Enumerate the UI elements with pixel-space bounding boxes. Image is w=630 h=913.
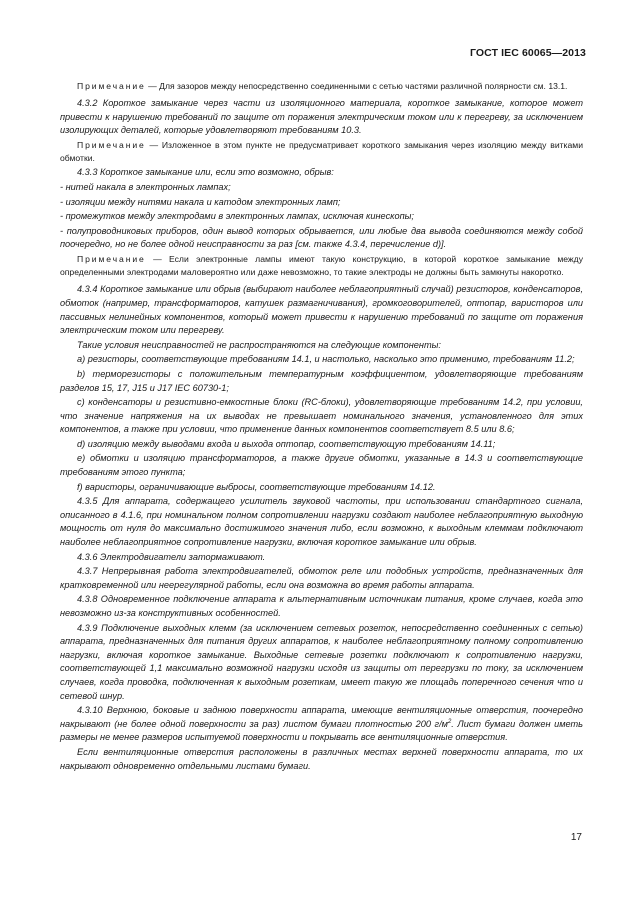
standard-header: ГОСТ IEC 60065—2013 bbox=[469, 47, 586, 59]
note-paragraph bbox=[60, 253, 583, 279]
list-item: f) варисторы, ограничивающие выбросы, соответствующие требованиям 14.12. bbox=[77, 481, 436, 492]
clause-4-3-7: 4.3.7 Непрерывная работа электродвигателей, обмоток реле или подобных устройств, предназначенных для кратковременной или неерегулярной работы, если она возможна во время работы аппарата. bbox=[60, 566, 583, 590]
document-body bbox=[60, 80, 583, 774]
clause-4-3-6: 4.3.6 Электродвигатели затормаживают. bbox=[77, 551, 266, 562]
note-text: — Если электронные лампы имеют такую конструкцию, в которой короткое замыкание между определенными электродами маловероятно или даже невозможно, то такие электроды не должны быть замкнуты накоротко. bbox=[60, 253, 583, 278]
clause-text: 4.3.10 Верхнюю, боковые и заднюю поверхности аппарата, имеющие вентиляционные отверстия, поочередно накрывают (не более одной поверхности за раз) листом бумаги плотностью 200 г/м bbox=[60, 705, 583, 729]
superscript: 2 bbox=[447, 718, 452, 725]
note-paragraph bbox=[60, 80, 583, 93]
list-item: - промежутков между электродами в электронных лампах, исключая кинескопы; bbox=[60, 211, 414, 222]
list-item: a) резисторы, соответствующие требованиям 14.1, и настолько, насколько это применимо, требованиям 11.2; bbox=[77, 354, 575, 365]
clause-4-3-4-intro: Такие условия неисправностей не распространяются на следующие компоненты: bbox=[77, 339, 441, 350]
clause-4-3-2: 4.3.2 Короткое замыкание через части из изоляционного материала, короткое замыкание, которое может привести к нарушению требований по защите от поражения электрическим током или к перегреву, за исключением изолирующих деталей, которые удовлетворяют требованиям 10.3. bbox=[60, 98, 583, 136]
note-text: — Изложенное в этом пункте не предусматривает короткого замыкания через изоляцию между витками обмотки. bbox=[60, 139, 583, 164]
note-label: Примечание bbox=[77, 81, 146, 91]
list-item: - изоляции между нитями накала и катодом электронных ламп; bbox=[60, 196, 341, 207]
note-label: Примечание bbox=[77, 253, 146, 264]
note-paragraph bbox=[60, 139, 583, 165]
clause-4-3-8: 4.3.8 Одновременное подключение аппарата к альтернативным источникам питания, кроме случаев, когда это невозможно из-за конструктивных особенностей. bbox=[60, 594, 583, 619]
list-item: d) изоляцию между выводами входа и выхода оптопар, соответствующую требованиям 14.11; bbox=[77, 438, 496, 449]
list-item: b) терморезисторы с положительным температурным коэффициентом, удовлетворяющие требованиям разделов 15, 17, J15 и J17 IEC 60730-1; bbox=[60, 368, 583, 393]
clause-4-3-5: 4.3.5 Для аппарата, содержащего усилитель звуковой частоты, при использовании стандартного сигнала, описанного в 4.1.6, при номинальном полном сопротивлении нагрузки создают наиболее неблагоприятную выходную мощность от нуля до максимально достижимого значения либо, если возможно, к выходным клеммам подключают наиболее неблагоприятное сопротивление нагрузки, включая короткое замыкание или обрыв. bbox=[60, 496, 583, 548]
clause-4-3-4: 4.3.4 Короткое замыкание или обрыв (выбирают наиболее неблагоприятный случай) резисторов, конденсаторов, обмоток (например, трансформаторов, катушек размагничивания), громкоговорителей, оптопар, варисторов или пассивных нелинейных компонентов, который может привести к нарушению требований по защите от поражения электрическим током или перегреву. bbox=[60, 284, 583, 336]
page-number: 17 bbox=[570, 832, 582, 843]
list-item: e) обмотки и изоляцию трансформаторов, а также другие обмотки, указанные в 14.3 и соответствующие требованиям этого пункта; bbox=[60, 453, 583, 478]
note-label: Примечание bbox=[77, 139, 146, 150]
clause-4-3-9: 4.3.9 Подключение выходных клемм (за исключением сетевых розеток, непосредственно соединенных с сетью) аппарата, предназначенных для питания других аппаратов, к наиболее неблагоприятному полному сопротивлению нагрузки, включая короткое замыкание. Выходные сетевые розетки подключают к сопротивлению нагрузки, соответствующей 1,1 максимально возможной нагрузки исходя из защиты от перегрузки по току, за исключением случаев, когда проводка, подключенная к выходным розеткам, имеет такую же площадь поперечного сечения что и сетевой шнур. bbox=[60, 622, 583, 701]
list-item: c) конденсаторы и резистивно-емкостные блоки (RC-блоки), удовлетворяющие требованиям 14.2, при условии, что значение напряжения на их выводах не превышает номинального значения, установленного для этих компонентов, а также при условии, что применение данных компонентов соответствует 8.5 или 8.6; bbox=[60, 397, 583, 435]
list-item: - полупроводниковых приборов, один вывод которых обрывается, или любые два вывода соединяются между собой поочередно, но не более одной неисправности за раз [см. также 4.3.4, перечисление d)]. bbox=[60, 225, 583, 250]
note-text: — Для зазоров между непосредственно соединенными с сетью частями различной полярности см. 13.1. bbox=[145, 81, 568, 91]
clause-4-3-10-continued: Если вентиляционные отверстия расположены в различных местах верхней поверхности аппарата, то их накрывают одновременно отдельными листами бумаги. bbox=[60, 746, 583, 771]
clause-4-3-10 bbox=[60, 704, 583, 745]
clause-text: . Лист бумаги должен иметь размеры не менее размеров испытуемой поверхности и покрывать все вентиляционные отверстия. bbox=[60, 718, 583, 743]
clause-4-3-3: 4.3.3 Короткое замыкание или, если это возможно, обрыв: bbox=[77, 167, 334, 178]
list-item: - нитей накала в электронных лампах; bbox=[60, 181, 231, 192]
